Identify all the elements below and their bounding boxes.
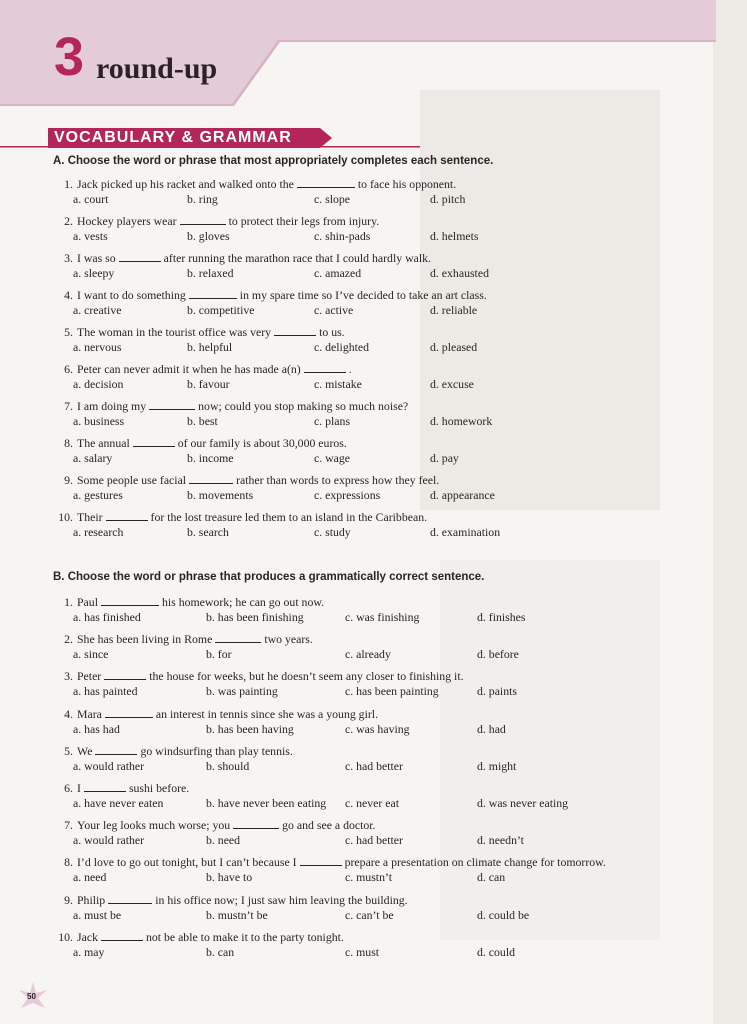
question-number: 3. bbox=[64, 669, 73, 684]
answer-option[interactable]: a. gestures bbox=[73, 488, 123, 502]
question-text-before: Some people use facial bbox=[77, 473, 187, 487]
answer-option[interactable]: b. ring bbox=[187, 192, 218, 206]
answer-option[interactable]: b. mustn’t be bbox=[206, 907, 268, 922]
question-text-after: go and see a doctor. bbox=[282, 818, 376, 833]
question-text-before: Jack picked up his racket and walked onto the bbox=[77, 177, 294, 191]
answer-option[interactable]: d. pay bbox=[430, 451, 459, 465]
answer-option[interactable]: a. sleepy bbox=[73, 266, 115, 280]
question-number: 6. bbox=[64, 781, 73, 795]
answer-option[interactable]: d. could be bbox=[477, 907, 530, 922]
answer-blank[interactable] bbox=[274, 325, 316, 336]
question-stem bbox=[57, 781, 657, 796]
answer-blank[interactable] bbox=[101, 595, 159, 606]
answer-option[interactable]: c. had better bbox=[345, 758, 403, 773]
question-text-before: Peter bbox=[77, 669, 102, 684]
question-number: 2. bbox=[64, 632, 73, 647]
question-item bbox=[57, 930, 657, 960]
question-text-after: two years. bbox=[264, 632, 313, 647]
question-number: 10. bbox=[58, 929, 73, 944]
question-text-before: Hockey players wear bbox=[77, 214, 177, 228]
answer-option[interactable]: b. have to bbox=[206, 870, 253, 885]
question-number: 3. bbox=[64, 251, 73, 265]
answer-option[interactable]: a. has painted bbox=[73, 684, 138, 699]
question-stem bbox=[57, 325, 657, 340]
question-item bbox=[57, 707, 657, 737]
answer-option[interactable]: a. court bbox=[73, 192, 109, 206]
answer-blank[interactable] bbox=[149, 399, 195, 410]
question-stem bbox=[57, 177, 657, 192]
question-stem bbox=[57, 818, 657, 833]
question-item bbox=[57, 177, 657, 207]
answer-option[interactable]: b. gloves bbox=[187, 229, 230, 243]
answer-option[interactable]: b. should bbox=[206, 758, 250, 773]
answer-options bbox=[57, 340, 657, 355]
answer-blank[interactable] bbox=[300, 855, 342, 866]
question-text-before: I want to do something bbox=[77, 288, 186, 302]
answer-options bbox=[57, 229, 657, 244]
answer-option[interactable]: c. had better bbox=[345, 833, 403, 848]
answer-blank[interactable] bbox=[304, 362, 346, 373]
question-number: 9. bbox=[64, 892, 73, 907]
answer-option[interactable]: d. before bbox=[477, 647, 519, 662]
question-text-after: for the lost treasure led them to an island in the Caribbean. bbox=[150, 510, 428, 524]
answer-option[interactable]: a. has had bbox=[73, 721, 120, 736]
answer-option[interactable]: c. already bbox=[345, 647, 391, 662]
question-stem bbox=[57, 930, 657, 945]
question-stem bbox=[57, 214, 657, 229]
question-number: 10. bbox=[58, 510, 73, 524]
answer-option[interactable]: b. need bbox=[206, 833, 241, 848]
question-number: 7. bbox=[64, 818, 73, 833]
question-text-after: in my spare time so I’ve decided to take an art class. bbox=[239, 288, 487, 302]
answer-options bbox=[57, 525, 657, 540]
question-text-before: I’d love to go out tonight, but I can’t because I bbox=[77, 855, 297, 870]
question-text-after: to us. bbox=[319, 325, 345, 339]
answer-blank[interactable] bbox=[104, 669, 146, 680]
page-edge bbox=[713, 0, 747, 1024]
answer-option[interactable]: b. have never been eating bbox=[206, 796, 327, 810]
answer-blank[interactable] bbox=[180, 214, 226, 225]
answer-option[interactable]: b. movements bbox=[187, 488, 254, 502]
question-item bbox=[57, 362, 657, 392]
answer-option[interactable]: d. homework bbox=[430, 414, 493, 428]
answer-option[interactable]: b. search bbox=[187, 525, 229, 539]
question-text-before: The woman in the tourist office was very bbox=[77, 325, 272, 339]
question-stem bbox=[57, 436, 657, 451]
question-number: 5. bbox=[64, 325, 73, 339]
answer-option[interactable]: b. competitive bbox=[187, 303, 255, 317]
answer-option[interactable]: a. would rather bbox=[73, 833, 145, 848]
answer-options bbox=[57, 684, 657, 699]
question-item bbox=[57, 669, 657, 699]
unit-number: 3 bbox=[54, 27, 84, 87]
answer-options bbox=[57, 870, 657, 885]
question-text-before: Paul bbox=[77, 595, 98, 609]
answer-option[interactable]: b. income bbox=[187, 451, 234, 465]
question-stem bbox=[57, 288, 657, 303]
question-number: 1. bbox=[64, 595, 73, 609]
answer-option[interactable]: a. research bbox=[73, 525, 124, 539]
question-number: 2. bbox=[64, 214, 73, 228]
answer-blank[interactable] bbox=[108, 893, 152, 904]
answer-options bbox=[57, 414, 657, 429]
answer-option[interactable]: a. would rather bbox=[73, 758, 145, 773]
question-number: 6. bbox=[64, 362, 73, 376]
answer-option[interactable]: a. must be bbox=[73, 907, 122, 922]
question-number: 7. bbox=[64, 399, 73, 413]
question-stem bbox=[57, 893, 657, 908]
answer-option[interactable]: d. can bbox=[477, 870, 506, 885]
answer-options bbox=[57, 945, 657, 960]
answer-option[interactable]: d. was never eating bbox=[477, 796, 569, 810]
question-stem bbox=[57, 669, 657, 684]
question-text-after: sushi before. bbox=[128, 781, 190, 795]
question-text-before: Their bbox=[77, 510, 103, 524]
answer-option[interactable]: a. need bbox=[73, 870, 107, 885]
answer-blank[interactable] bbox=[189, 473, 233, 484]
answer-option[interactable]: b. for bbox=[206, 647, 232, 662]
answer-option[interactable]: c. never eat bbox=[345, 796, 400, 810]
question-text-before: I am doing my bbox=[77, 399, 147, 413]
answer-option[interactable]: d. reliable bbox=[430, 303, 478, 317]
question-text-before: We bbox=[77, 743, 93, 758]
question-number: 4. bbox=[64, 288, 73, 302]
answer-options bbox=[57, 303, 657, 318]
question-text-before: Philip bbox=[77, 892, 106, 907]
answer-options bbox=[57, 722, 657, 737]
section-title: VOCABULARY & GRAMMAR bbox=[54, 129, 292, 146]
question-stem bbox=[57, 744, 657, 759]
question-stem bbox=[57, 251, 657, 266]
answer-option[interactable]: c. shin-pads bbox=[314, 229, 371, 243]
answer-blank[interactable] bbox=[189, 288, 237, 299]
question-text-after: . bbox=[348, 362, 352, 376]
question-item bbox=[57, 214, 657, 244]
answer-option[interactable]: c. wage bbox=[314, 451, 351, 465]
answer-blank[interactable] bbox=[233, 818, 279, 829]
question-stem bbox=[57, 362, 657, 377]
answer-option[interactable]: d. helmets bbox=[430, 229, 479, 243]
question-text-after: rather than words to express how they feel. bbox=[236, 473, 440, 487]
question-text-before: I bbox=[77, 781, 81, 795]
question-item bbox=[57, 893, 657, 923]
answer-option[interactable]: b. helpful bbox=[187, 340, 233, 354]
answer-blank[interactable] bbox=[106, 510, 148, 521]
answer-option[interactable]: a. salary bbox=[73, 451, 113, 465]
question-stem bbox=[57, 855, 657, 870]
answer-options bbox=[57, 647, 657, 662]
question-number: 1. bbox=[64, 177, 73, 191]
question-text-after: now; could you stop making so much noise? bbox=[198, 399, 409, 413]
answer-option[interactable]: d. might bbox=[477, 758, 517, 773]
answer-blank[interactable] bbox=[215, 632, 261, 643]
answer-option[interactable]: d. examination bbox=[430, 525, 501, 539]
answer-option[interactable]: c. plans bbox=[314, 414, 351, 428]
answer-option[interactable]: c. amazed bbox=[314, 266, 362, 280]
question-number: 9. bbox=[64, 473, 73, 487]
answer-options bbox=[57, 377, 657, 392]
answer-option[interactable]: d. pleased bbox=[430, 340, 478, 354]
part-a-instruction: A. Choose the word or phrase that most appropriately completes each sentence. bbox=[53, 155, 494, 167]
question-text-after: prepare a presentation on climate change for tomorrow. bbox=[344, 855, 606, 870]
answer-option[interactable]: c. study bbox=[314, 525, 351, 539]
answer-option[interactable]: d. excuse bbox=[430, 377, 474, 391]
answer-options bbox=[57, 796, 657, 811]
question-text-after: the house for weeks, but he doesn’t seem any closer to finishing it. bbox=[149, 669, 464, 684]
question-text-before: Mara bbox=[77, 706, 102, 721]
answer-option[interactable]: b. has been finishing bbox=[206, 610, 304, 624]
answer-option[interactable]: b. has been having bbox=[206, 721, 294, 736]
answer-option[interactable]: b. favour bbox=[187, 377, 230, 391]
answer-option[interactable]: b. relaxed bbox=[187, 266, 234, 280]
question-text-after: after running the marathon race that I could hardly walk. bbox=[163, 251, 431, 265]
answer-option[interactable]: a. since bbox=[73, 647, 109, 662]
answer-option[interactable]: a. creative bbox=[73, 303, 122, 317]
answer-option[interactable]: d. pitch bbox=[430, 192, 466, 206]
question-item bbox=[57, 473, 657, 503]
question-stem bbox=[57, 399, 657, 414]
question-text-before: I was so bbox=[77, 251, 116, 265]
question-item bbox=[57, 399, 657, 429]
answer-option[interactable]: a. have never eaten bbox=[73, 796, 164, 810]
question-number: 4. bbox=[64, 706, 73, 721]
answer-option[interactable]: c. has been painting bbox=[345, 684, 439, 699]
answer-options bbox=[57, 488, 657, 503]
question-item bbox=[57, 288, 657, 318]
answer-blank[interactable] bbox=[297, 177, 355, 188]
question-item bbox=[57, 818, 657, 848]
answer-options bbox=[57, 610, 657, 625]
answer-blank[interactable] bbox=[105, 707, 153, 718]
question-stem bbox=[57, 473, 657, 488]
question-text-after: of our family is about 30,000 euros. bbox=[177, 436, 347, 450]
answer-option[interactable]: b. best bbox=[187, 414, 218, 428]
question-item bbox=[57, 510, 657, 540]
question-text-before: The annual bbox=[77, 436, 130, 450]
answer-option[interactable]: c. was finishing bbox=[345, 610, 420, 624]
question-text-after: go windsurfing than play tennis. bbox=[140, 743, 293, 758]
answer-options bbox=[57, 833, 657, 848]
question-stem bbox=[57, 595, 657, 610]
question-number: 8. bbox=[64, 855, 73, 870]
question-text-after: to protect their legs from injury. bbox=[228, 214, 380, 228]
answer-option[interactable]: d. had bbox=[477, 721, 506, 736]
answer-option[interactable]: c. mistake bbox=[314, 377, 362, 391]
question-number: 8. bbox=[64, 436, 73, 450]
question-item bbox=[57, 855, 657, 885]
answer-option[interactable]: d. exhausted bbox=[430, 266, 489, 280]
answer-option[interactable]: d. finishes bbox=[477, 610, 526, 624]
answer-option[interactable]: c. must bbox=[345, 944, 380, 959]
question-text-after: an interest in tennis since she was a young girl. bbox=[155, 706, 379, 721]
question-text-before: She has been living in Rome bbox=[77, 632, 213, 647]
question-text-after: in his office now; I just saw him leaving the building. bbox=[155, 892, 408, 907]
answer-option[interactable]: d. appearance bbox=[430, 488, 495, 502]
answer-options bbox=[57, 908, 657, 923]
question-item bbox=[57, 251, 657, 281]
question-text-before: Peter can never admit it when he has made a(n) bbox=[77, 362, 301, 376]
question-stem bbox=[57, 632, 657, 647]
question-number: 5. bbox=[64, 743, 73, 758]
question-text-before: Your leg looks much worse; you bbox=[77, 818, 231, 833]
answer-option[interactable]: a. has finished bbox=[73, 610, 141, 624]
question-item bbox=[57, 744, 657, 774]
question-text-after: not be able to make it to the party tonight. bbox=[145, 929, 344, 944]
answer-options bbox=[57, 451, 657, 466]
question-item bbox=[57, 325, 657, 355]
question-item bbox=[57, 781, 657, 811]
answer-option[interactable]: d. needn’t bbox=[477, 833, 524, 848]
answer-option[interactable]: b. was painting bbox=[206, 684, 278, 699]
answer-options bbox=[57, 759, 657, 774]
question-stem bbox=[57, 707, 657, 722]
page-number: 50 bbox=[27, 992, 36, 1001]
question-text-after: to face his opponent. bbox=[357, 177, 457, 191]
question-item bbox=[57, 632, 657, 662]
question-stem bbox=[57, 510, 657, 525]
answer-option[interactable]: c. can’t be bbox=[345, 907, 394, 922]
question-text-before: Jack bbox=[77, 929, 98, 944]
answer-blank[interactable] bbox=[133, 436, 175, 447]
answer-option[interactable]: a. nervous bbox=[73, 340, 122, 354]
answer-option[interactable]: c. delighted bbox=[314, 340, 370, 354]
answer-option[interactable]: a. decision bbox=[73, 377, 124, 391]
part-b-instruction: B. Choose the word or phrase that produces a grammatically correct sentence. bbox=[53, 571, 485, 583]
answer-option[interactable]: a. vests bbox=[73, 229, 108, 243]
answer-option[interactable]: b. can bbox=[206, 944, 235, 959]
answer-options bbox=[57, 266, 657, 281]
answer-blank[interactable] bbox=[101, 930, 143, 941]
unit-title: round-up bbox=[96, 52, 218, 85]
question-item bbox=[57, 436, 657, 466]
answer-option[interactable]: d. could bbox=[477, 944, 516, 959]
answer-option[interactable]: c. active bbox=[314, 303, 354, 317]
answer-option[interactable]: a. business bbox=[73, 414, 125, 428]
question-item bbox=[57, 595, 657, 625]
answer-blank[interactable] bbox=[95, 744, 137, 755]
answer-option[interactable]: c. expressions bbox=[314, 488, 381, 502]
answer-option[interactable]: a. may bbox=[73, 944, 105, 959]
answer-option[interactable]: c. was having bbox=[345, 721, 410, 736]
answer-blank[interactable] bbox=[84, 781, 126, 792]
answer-blank[interactable] bbox=[119, 251, 161, 262]
question-text-after: his homework; he can go out now. bbox=[161, 595, 325, 609]
answer-option[interactable]: c. mustn’t bbox=[345, 870, 392, 885]
answer-option[interactable]: d. paints bbox=[477, 684, 517, 699]
answer-option[interactable]: c. slope bbox=[314, 192, 351, 206]
answer-options bbox=[57, 192, 657, 207]
